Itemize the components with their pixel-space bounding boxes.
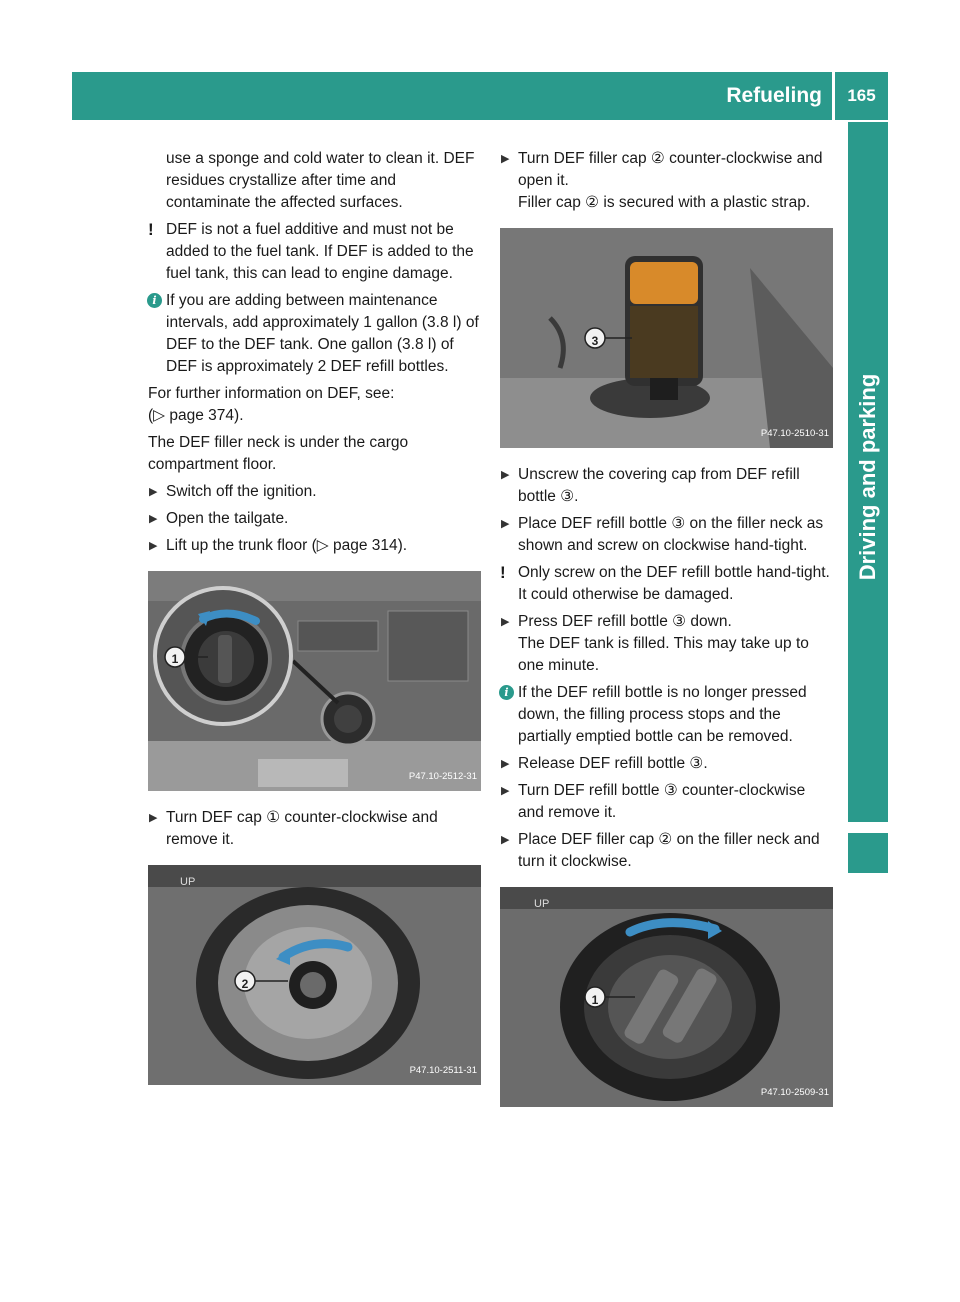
info-icon: i: [499, 685, 514, 700]
step-arrow-icon: ▶: [149, 812, 158, 824]
step-text: Release DEF refill bottle ③.: [518, 755, 708, 772]
page-number: 165: [835, 72, 888, 120]
warning-icon: !: [148, 220, 154, 239]
step-text: Turn DEF refill bottle ③ counter-clockwise and remove it.: [518, 782, 806, 821]
step-item: [148, 508, 481, 530]
info-note: [148, 290, 481, 378]
figure-trunk-cap: [148, 571, 481, 791]
step-item: [500, 611, 833, 677]
step-item: [148, 535, 481, 557]
step-text: Turn DEF cap ① counter-clockwise and remove it.: [166, 809, 438, 848]
page-reference: (▷ page 374).: [148, 407, 244, 424]
step-arrow-icon: ▶: [501, 469, 510, 481]
cap-closing-illustration: [500, 887, 833, 1107]
step-arrow-icon: ▶: [501, 785, 510, 797]
up-marking: UP: [534, 898, 550, 910]
warning-note: [500, 562, 833, 606]
step-text: Open the tailgate.: [166, 510, 289, 527]
warning-text: DEF is not a fuel additive and must not be added to the fuel tank. If DEF is added to the fuel tank, this can lead to engine damage.: [166, 221, 474, 282]
side-tab-marker: [848, 833, 888, 873]
step-arrow-icon: ▶: [501, 153, 510, 165]
paragraph-further-info: [148, 383, 481, 427]
step-item: [500, 780, 833, 824]
page-title: Refueling: [726, 84, 822, 107]
step-arrow-icon: ▶: [501, 518, 510, 530]
step-arrow-icon: ▶: [501, 834, 510, 846]
step-text: Place DEF refill bottle ③ on the filler neck as shown and screw on clockwise hand-tight.: [518, 515, 824, 554]
step-item: [500, 148, 833, 214]
figure-filler-cap: [148, 865, 481, 1085]
further-info-text: For further information on DEF, see:: [148, 385, 395, 402]
paragraph-filler-location: The DEF filler neck is under the cargo compartment floor.: [148, 434, 409, 473]
step-text: Place DEF filler cap ② on the filler neck and turn it clockwise.: [518, 831, 820, 870]
figure-cap-closing: [500, 887, 833, 1107]
up-marking: UP: [180, 876, 196, 888]
step-item: [500, 513, 833, 557]
callout-label: 2: [241, 977, 249, 991]
side-tab-label: Driving and parking: [855, 373, 880, 581]
step-arrow-icon: ▶: [501, 616, 510, 628]
step-item: [148, 807, 481, 851]
step-result-text: The DEF tank is filled. This may take up to one minute.: [518, 635, 809, 674]
warning-icon: !: [500, 563, 506, 582]
step-item: [500, 464, 833, 508]
step-item: [148, 481, 481, 503]
refill-bottle-illustration: [500, 228, 833, 448]
step-text: Switch off the ignition.: [166, 483, 317, 500]
step-text: Turn DEF filler cap ② counter-clockwise and open it.: [518, 150, 823, 189]
step-text: Unscrew the covering cap from DEF refill bottle ③.: [518, 466, 800, 505]
step-text: Lift up the trunk floor (▷ page 314).: [166, 537, 408, 554]
side-tab-label-wrap: [848, 182, 888, 772]
figure-refill-bottle: [500, 228, 833, 448]
info-note: [500, 682, 833, 748]
figure-code: P47.10-2510-31: [760, 428, 829, 439]
step-item: [500, 829, 833, 873]
figure-code: P47.10-2509-31: [760, 1087, 829, 1098]
step-arrow-icon: ▶: [501, 758, 510, 770]
figure-code: P47.10-2511-31: [409, 1065, 477, 1076]
warning-text: Only screw on the DEF refill bottle hand-tight. It could otherwise be damaged.: [518, 564, 830, 603]
step-text: Press DEF refill bottle ③ down.: [518, 613, 732, 630]
left-column: [148, 148, 481, 1101]
right-column: [500, 148, 833, 1123]
callout-label: 1: [591, 993, 599, 1007]
trunk-illustration: [148, 571, 481, 791]
callout-label: 3: [591, 334, 599, 348]
warning-note: [148, 219, 481, 285]
info-text: If the DEF refill bottle is no longer pressed down, the filling process stops and the partially emptied bottle can be removed.: [518, 684, 807, 745]
filler-cap-illustration: [148, 865, 481, 1085]
step-arrow-icon: ▶: [149, 513, 158, 525]
info-text: If you are adding between maintenance intervals, add approximately 1 gallon (3.8 l) of DEF to the DEF tank. One gallon (3.8 l) of DEF is approximately 2 DEF refill bottles.: [166, 292, 479, 375]
callout-label: 1: [171, 652, 179, 666]
step-item: [500, 753, 833, 775]
step-arrow-icon: ▶: [149, 486, 158, 498]
figure-code: P47.10-2512-31: [408, 771, 477, 782]
info-icon: i: [147, 293, 162, 308]
step-result-text: Filler cap ② is secured with a plastic strap.: [518, 194, 811, 211]
step-arrow-icon: ▶: [149, 540, 158, 552]
paragraph-cleaning: use a sponge and cold water to clean it. DEF residues crystallize after time and contaminate the affected surfaces.: [166, 150, 475, 211]
